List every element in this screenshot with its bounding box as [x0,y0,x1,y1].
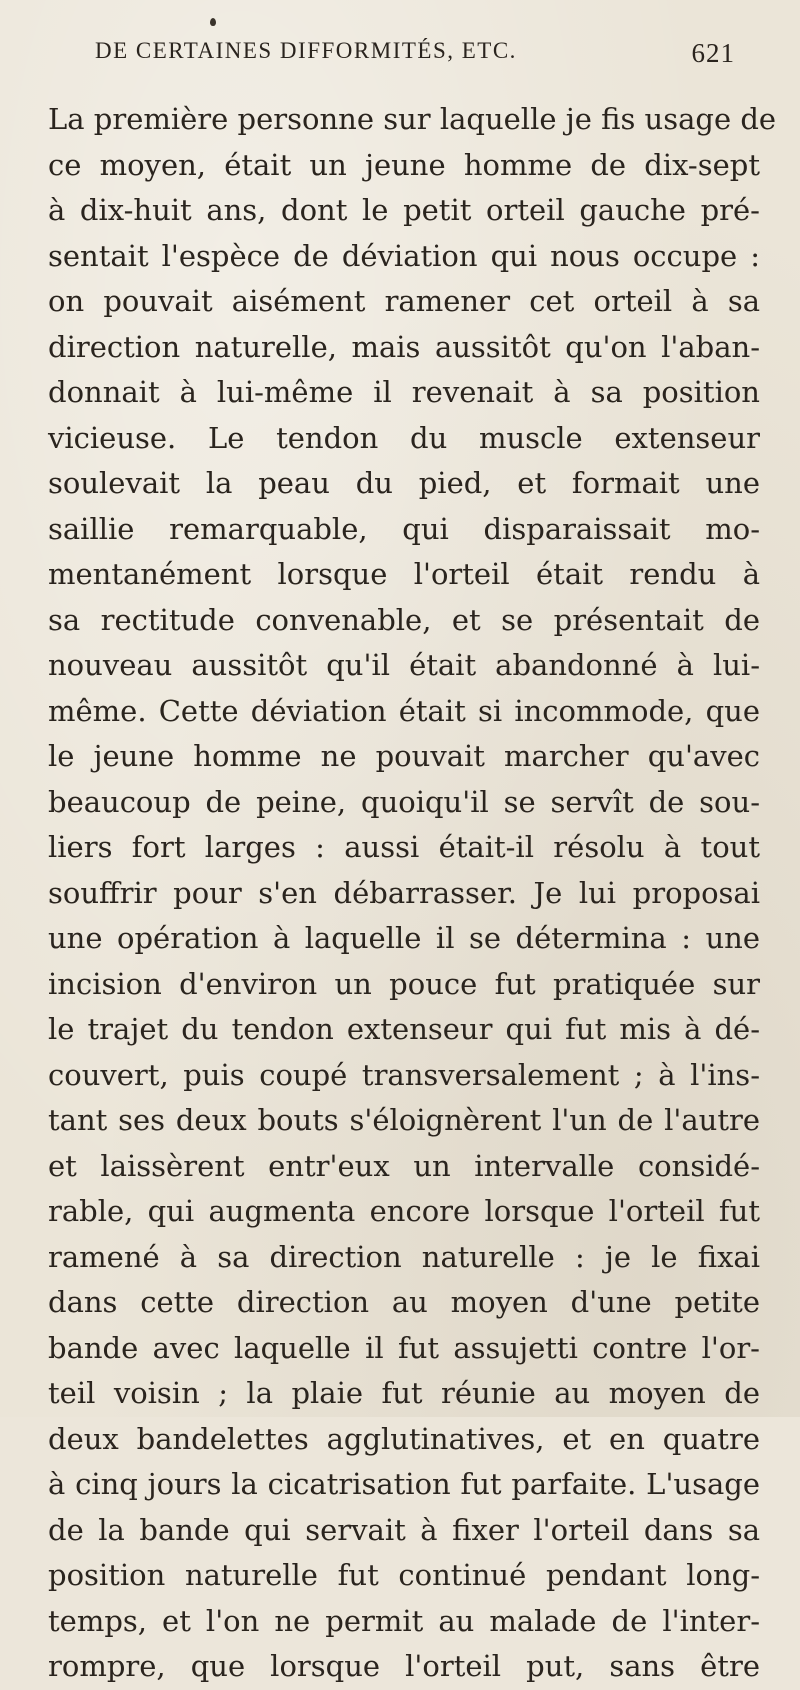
text-line: teil voisin ; la plaie fut réunie au moyen de [48,1376,760,1410]
text-line: donnait à lui-même il revenait à sa position [48,375,760,409]
text-line: incision d'environ un pouce fut pratiquée sur [48,966,760,1001]
text-line: bande avec laquelle il fut assujetti contre l'or- [48,1330,760,1365]
text-line: souffrir pour s'en débarrasser. Je lui proposai [48,875,760,910]
text-line: nouveau aussitôt qu'il était abandonné à lui- [48,648,760,682]
text-line: ce moyen, était un jeune homme de dix-sept [48,147,760,182]
text-line: même. Cette déviation était si incommode, que [48,693,760,728]
text-line: rompre, que lorsque l'orteil put, sans être [48,1649,760,1683]
text-line: mentanément lorsque l'orteil était rendu à [48,557,760,591]
ink-mark-icon [210,18,216,26]
text-line: position naturelle fut continué pendant long- [48,1558,760,1592]
text-line: de la bande qui servait à fixer l'orteil dans sa [48,1512,760,1547]
text-line: La première personne sur laquelle je fis usage de [48,102,777,136]
text-line: sa rectitude convenable, et se présentait de [48,602,760,637]
text-line: sentait l'espèce de déviation qui nous occupe : [48,238,760,273]
text-line: on pouvait aisément ramener cet orteil à sa [48,284,760,318]
text-line: le jeune homme ne pouvait marcher qu'avec [48,739,760,773]
text-line: direction naturelle, mais aussitôt qu'on l'aban- [48,329,760,364]
text-line: à dix-huit ans, dont le petit orteil gauche pré- [48,193,760,227]
text-line: ramené à sa direction naturelle : je le fixai [48,1239,760,1274]
text-line: une opération à laquelle il se détermina : une [48,921,760,955]
running-title: DE CERTAINES DIFFORMITÉS, ETC. [95,38,517,63]
body-text [48,97,777,1690]
text-line: à cinq jours la cicatrisation fut parfaite. L'usage [48,1467,760,1501]
text-line: beaucoup de peine, quoiqu'il se servît de sou- [48,784,760,819]
running-head [95,38,735,78]
text-line: le trajet du tendon extenseur qui fut mis à dé- [48,1012,760,1046]
text-line: dans cette direction au moyen d'une petite [48,1285,760,1319]
text-line: rable, qui augmenta encore lorsque l'orteil fut [48,1194,760,1228]
text-line: temps, et l'on ne permit au malade de l'inter- [48,1603,760,1638]
text-line: vicieuse. Le tendon du muscle extenseur [48,420,760,455]
page-number: 621 [691,38,735,68]
text-line: liers fort larges : aussi était-il résolu à tout [48,830,760,864]
text-line: deux bandelettes agglutinatives, et en quatre [48,1421,760,1456]
text-line: saillie remarquable, qui disparaissait mo- [48,511,760,546]
text-line: tant ses deux bouts s'éloignèrent l'un de l'autre [48,1103,760,1137]
text-line: et laissèrent entr'eux un intervalle considé- [48,1148,760,1183]
text-line: soulevait la peau du pied, et formait une [48,466,760,500]
text-line: couvert, puis coupé transversalement ; à l'ins- [48,1057,760,1092]
